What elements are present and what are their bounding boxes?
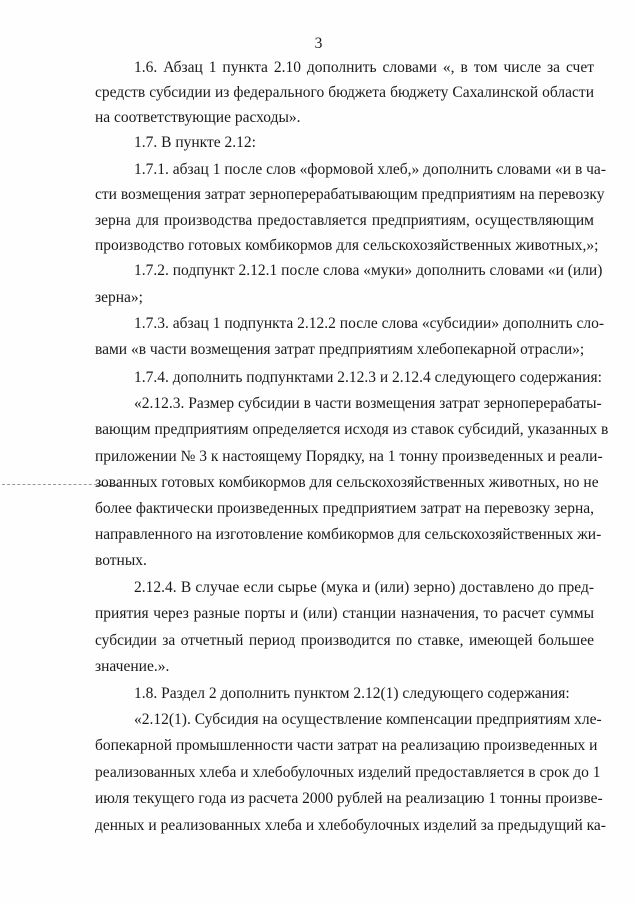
paragraph-2-12-3-line: приложении № 3 к настоящему Порядку, на 1 тонну произведенных и реали- [95,448,603,465]
paragraph-1-7-3-line: вами «в части возмещения затрат предприятиям хлебопекарной отрасли»; [95,341,585,358]
paragraph-1-7-2-line: 1.7.2. подпункт 2.12.1 после слова «муки» дополнить словами «и (или) [134,262,603,279]
paragraph-2-12-3-line: «2.12.3. Размер субсидии в части возмещения затрат зерноперерабаты- [134,395,602,412]
paragraph-1-7-1-line: производство готовых комбикормов для сельскохозяйственных животных,»; [95,237,599,254]
paragraph-2-12-3-line: вающим предприятиям определяется исходя из ставок субсидий, указанных в [95,421,609,438]
paragraph-1-8-line: 1.8. Раздел 2 дополнить пунктом 2.12(1) следующего содержания: [134,685,570,702]
paragraph-1-7-3-line: 1.7.3. абзац 1 подпункта 2.12.2 после слова «субсидии» дополнить сло- [134,315,605,332]
paragraph-2-12-4-line: значение.». [95,658,170,675]
paragraph-2-12-4-line: приятия через разные порты и (или) станции назначения, то расчет суммы [95,605,594,622]
paragraph-2-12-1-line: июля текущего года из расчета 2000 рублей на реализацию 1 тонны произве- [95,790,603,807]
paragraph-1-6-line: на соответствующие расходы». [95,109,301,126]
paragraph-1-7-1-line: сти возмещения затрат зерноперерабатывающим предприятиям на перевозку [95,186,605,203]
paragraph-1-6-line: 1.6. Абзац 1 пункта 2.10 дополнить словами «, в том числе за счет [134,59,594,76]
paragraph-1-6-line: средств субсидии из федерального бюджета бюджету Сахалинской области [95,84,594,101]
paragraph-2-12-1-line: «2.12(1). Субсидия на осуществление компенсации предприятиям хле- [134,711,602,728]
paragraph-1-7-1-line: 1.7.1. абзац 1 после слов «формовой хлеб,» дополнить словами «и в ча- [134,161,606,178]
paragraph-2-12-3-line: более фактически произведенных предприятием затрат на перевозку зерна, [95,500,594,517]
paragraph-1-7-1-line: зерна для производства предоставляется предприятиям, осуществляющим [95,212,594,229]
paragraph-2-12-3-line: зованных готовых комбикормов для сельскохозяйственных животных, но не [95,474,599,491]
paragraph-2-12-3-line: вотных. [95,552,147,569]
page-number: 3 [314,35,323,52]
paragraph-1-7-2-line: зерна»; [95,289,143,306]
paragraph-2-12-3-line: направленного на изготовление комбикормов для сельскохозяйственных жи- [95,526,602,543]
paragraph-1-7-4-line: 1.7.4. дополнить подпунктами 2.12.3 и 2.12.4 следующего содержания: [134,369,602,386]
paragraph-1-7-heading: 1.7. В пункте 2.12: [134,134,256,151]
paragraph-2-12-4-line: 2.12.4. В случае если сырье (мука и (или) зерно) доставлено до пред- [134,579,594,596]
margin-scan-mark [2,484,102,485]
paragraph-2-12-1-line: бопекарной промышленности части затрат на реализацию произведенных и [95,737,598,754]
paragraph-2-12-1-line: денных и реализованных хлеба и хлебобулочных изделий за предыдущий ка- [95,817,606,834]
paragraph-2-12-4-line: субсидии за отчетный период производится по ставке, имеющей большее [95,632,594,649]
paragraph-2-12-1-line: реализованных хлеба и хлебобулочных изделий предоставляется в срок до 1 [95,764,601,781]
